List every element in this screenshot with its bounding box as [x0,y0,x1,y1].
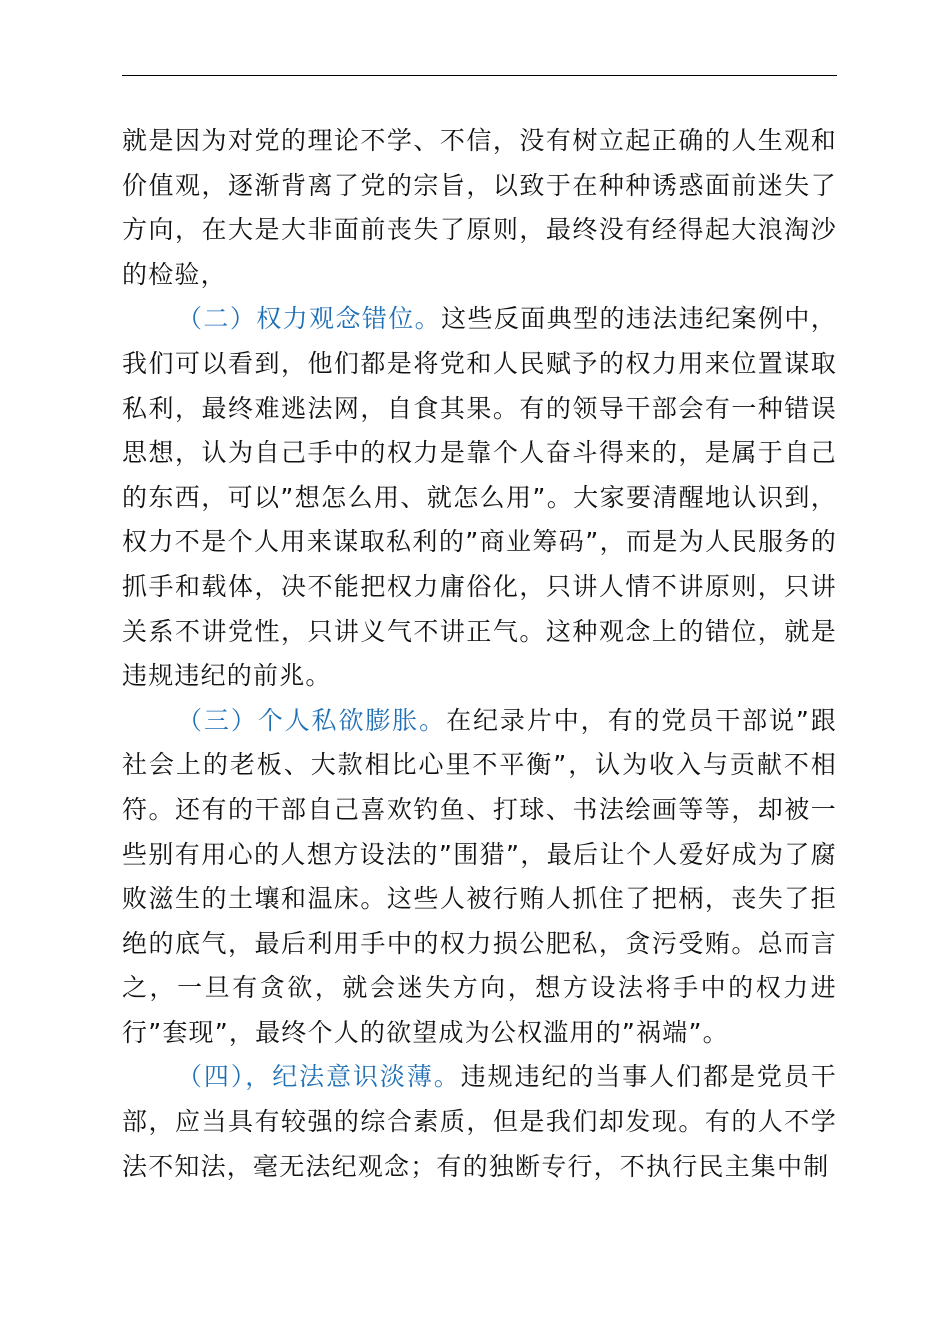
section-heading-3: （三）个人私欲膨胀。 [177,705,447,735]
section-heading-4: （四），纪法意识淡薄。 [177,1062,461,1092]
paragraph-1-text: 就是因为对党的理论不学、不信，没有树立起正确的人生观和价值观，逐渐背离了党的宗旨，以致于在种种诱惑面前迷失了方向，在大是大非面前丧失了原则，最终没有经得起大浪淘沙的检验， [122,126,837,289]
section-heading-2: （二）权力观念错位。 [177,304,442,334]
paragraph-4-text: 违规违纪的当事人们都是党员干部，应当具有较强的综合素质，但是我们却发现。有的人不学法不知法，毫无法纪观念；有的独断专行，不执行民主集中制 [122,1062,837,1181]
header-rule [122,75,837,76]
paragraph-2-text: 这些反面典型的违法违纪案例中，我们可以看到，他们都是将党和人民赋予的权力用来位置谋取私利，最终难逃法网，自食其果。有的领导干部会有一种错误思想，认为自己手中的权力是靠个人奋斗得来的，是属于自己的东西，可以”想怎么用、就怎么用”。大家要清醒地认识到，权力不是个人用来谋取私利的”商业筹码”，而是为人民服务的抓手和载体，决不能把权力庸俗化，只讲人情不讲原则，只讲关系不讲党性，只讲义气不讲正气。这种观念上的错位，就是违规违纪的前兆。 [122,304,837,691]
paragraph-2 [122,297,837,698]
paragraph-4 [122,1055,837,1189]
paragraph-1 [122,119,837,297]
paragraph-3 [122,699,837,1056]
paragraph-3-text: 在纪录片中，有的党员干部说”跟社会上的老板、大款相比心里不平衡”，认为收入与贡献不相符。还有的干部自己喜欢钓鱼、打球、书法绘画等等，却被一些别有用心的人想方设法的”围猎”，最后让个人爱好成为了腐败滋生的土壤和温床。这些人被行贿人抓住了把柄，丧失了拒绝的底气，最后利用手中的权力损公肥私，贪污受贿。总而言之，一旦有贪欲，就会迷失方向，想方设法将手中的权力进行”套现”，最终个人的欲望成为公权滥用的”祸端”。 [122,705,837,1047]
document-body [122,119,837,1189]
